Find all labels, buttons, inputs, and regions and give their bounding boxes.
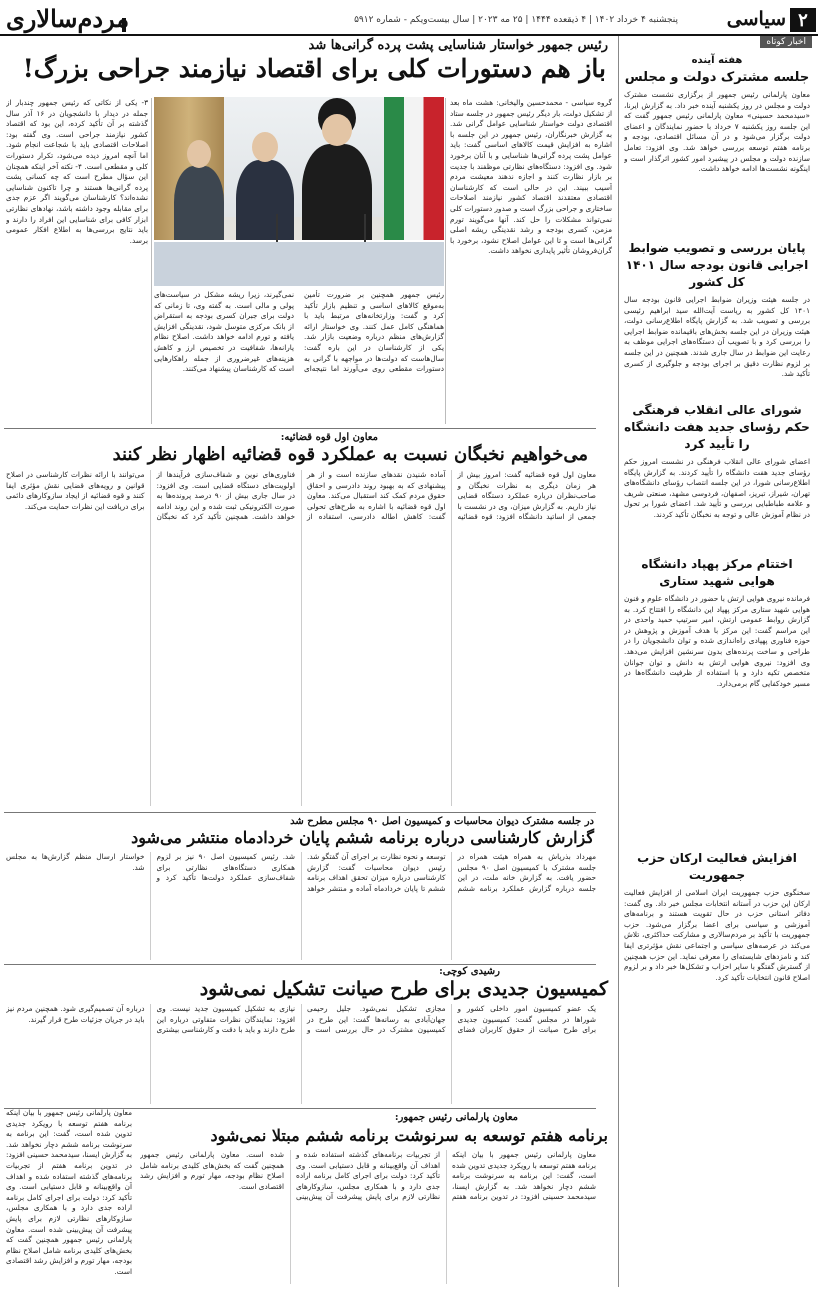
plan-body-left: معاون پارلمانی رئیس جمهور با بیان اینکه برنامه هفتم توسعه با رویکرد جدیدی تدوین شده است، گفت: این برنامه به سرنوشت برنامه ششم دچار نخواهد شد. به گزارش ایسنا، سیدمحمد حسینی افزود: در تدوین برنامه هفتم از تجربیات برنامه‌های گذشته استفاده شده و اهداف آن واقع‌بینانه و قابل دستیابی است. وی تأکید کرد: دولت برای اجرای کامل برنامه اراده جدی دارد و با همکاری مجلس، سازوکارهای نظارتی لازم برای پایش پیشرفت آن پیش‌بینی شده است. معاون پارلمانی رئیس جمهور همچنین گفت که بخش‌های کلیدی برنامه شامل اصلاح نظام بودجه، مهار تورم و افزایش رشد اقتصادی است. [6,1108,132,1276]
commission-kicker: رشیدی کوچی: [439,966,500,977]
lead-body-col-1: گروه سیاسی - محمدحسین والیخانی: هشت ماه بعد از تشکیل دولت، بار دیگر رئیس جمهور در جلسه ستاد اقتصادی دولت خواستار شناسایی عوامل گرانی شد. به گزارش خبرنگاران، رئیس جمهور در این جلسه با اشاره به افزایش قیمت کالاهای اساسی گفت: باید عوامل پشت پرده گرانی‌ها شناسایی و با آنان برخورد شود. وی افزود: دستگاه‌های نظارتی موظفند با جدیت بر بازار نظارت کنند و اجازه ندهند معیشت مردم آسیب ببیند. این در حالی است که کارشناسان اقتصادی معتقدند اقتصاد کشور نیازمند اصلاحات ساختاری و جراحی بزرگ است و صدور دستورات کلی نمی‌تواند مشکلات را حل کند. آنها می‌گویند تورم مزمن، کسری بودجه و رشد نقدینگی ریشه اصلی گرانی‌ها است و تا این عوامل اصلاح نشود، برخورد با گران‌فروشان تأثیر پایداری نخواهد داشت. [450,98,612,256]
sidebar-item-body: در جلسه هیئت وزیران ضوابط اجرایی قانون بودجه سال ۱۴۰۱ کل کشور به ریاست آیت‌الله سید ابراهیم رئیسی بررسی و تصویب شد. به گزارش پایگاه اطلاع‌رسانی دولت، هیئت وزیران در این جلسه بخش‌های باقیمانده ضوابط اجرایی را بررسی کرد و با تصویب آن دستگاه‌های اجرایی موظف به رعایت این ضوابط در سال جاری شدند. همچنین در این جلسه بر لزوم نظارت دقیق بر اجرای بودجه و جلوگیری از کسری تأکید شد. [624,295,810,379]
story-divider [4,964,596,965]
sidebar-item-title: پایان بررسی و تصویب ضوابط اجرایی قانون بودجه سال ۱۴۰۱ کل کشور [625,241,809,289]
audit-kicker: در جلسه مشترک دیوان محاسبات و کمیسیون اصل ۹۰ مجلس مطرح شد [290,816,594,827]
iran-flag [384,97,444,247]
commission-headline: کمیسیون جدیدی برای طرح صیانت تشکیل نمی‌شود [199,978,608,1000]
microphone [276,214,278,242]
sidebar-item [624,240,810,415]
sidebar-item-body: سخنگوی حزب جمهوریت ایران اسلامی از افزایش فعالیت ارکان این حزب در آستانه انتخابات مجلس خبر داد. وی گفت: دفاتر استانی حزب در حال تقویت هستند و برنامه‌های آموزشی و سیاسی برای اعضا برگزار می‌شود. حزب جمهوریت با تأکید بر مردم‌سالاری و مشارکت حداکثری، تلاش می‌کند در عرصه‌های سیاسی و اجتماعی نقش مؤثرتری ایفا کند و نامزدهای شایسته‌ای را معرفی نماید. این حزب همچنین از گسترش گفتگو با سایر احزاب و تشکل‌ها خبر داد و بر لزوم اصلاح قانون انتخابات تأکید کرد. [624,888,810,982]
story-divider [4,812,596,813]
sidebar-item-body: فرمانده نیروی هوایی ارتش با حضور در دانشگاه علوم و فنون هوایی شهید ستاری مرکز پهپاد این دانشگاه را افتتاح کرد. به گزارش روابط عمومی ارتش، امیر سرتیپ حمید واحدی در این مراسم گفت: این مرکز با هدف آموزش و پژوهش در حوزه فناوری پهپادی راه‌اندازی شده و توان دانشجویان را در طراحی و ساخت پرنده‌های بدون سرنشین افزایش می‌دهد. وی افزود: نیروی هوایی ارتش به دانش و توان جوانان متخصص تکیه دارد و با استفاده از ظرفیت دانشگاه‌ها در مسیر خودکفایی گام برمی‌دارد. [624,594,810,688]
microphone [364,214,366,242]
person-left-head [187,140,211,168]
sidebar-item-body: اعضای شورای عالی انقلاب فرهنگی در نشست امروز حکم رؤسای جدید هفت دانشگاه را تأیید کردند. به گزارش پایگاه اطلاع‌رسانی شورا، در این جلسه انتصاب رؤسای دانشگاه‌های تهران، شیراز، تبریز، اصفهان، فردوسی مشهد، صنعتی شریف و علامه طباطبایی بررسی و تأیید شد. اعضای شورا بر تحول در نظام آموزش عالی و توجه به نخبگان تأکید کردند. [624,457,810,519]
lead-headline: باز هم دستورات کلی برای اقتصاد نیازمند جراحی بزرگ! [22,54,606,83]
sidebar-item [624,402,810,563]
lead-body-col-3: ۳- یکی از نکاتی که رئیس جمهور چندبار از جمله در دیدار با دانشجویان در ۱۶ آذر سال گذشته بر آن تأکید کرده، این بود که اقتصاد کشور نیازمند جراحی است. وی گفته بود: اصلاحات اقتصادی باید با شجاعت انجام شود. اما آنچه امروز دیده می‌شود، تکرار دستورات کلی و مقطعی است. ۴- نکته آخر اینکه همچنان این سؤال مطرح است که چه کسانی پشت پرده گرانی‌ها هستند و چرا تاکنون شناسایی نشده‌اند؟ کارشناسان می‌گویند اگر عزم جدی برای مقابله وجود داشته باشد، نهادهای نظارتی ابزار کافی برای شناسایی این افراد را دارند و باید نتایج بررسی‌ها به اطلاع افکار عمومی برسد. [6,98,148,245]
sidebar-item [624,52,810,210]
newspaper-logo: مردم‌سالاری [6,4,130,33]
audit-body: مهرداد بذرپاش به همراه هیئت همراه در جلسه مشترک با کمیسیون اصل ۹۰ مجلس حضور یافت. به گزارش خانه ملت، در این جلسه درباره گزارش عملکرد برنامه ششم توسعه و نحوه نظارت بر اجرای آن گفتگو شد. رئیس دیوان محاسبات گفت: گزارش کارشناسی درباره میزان تحقق اهداف برنامه ششم تا پایان خردادماه آماده و منتشر خواهد شد. رئیس کمیسیون اصل ۹۰ نیز بر لزوم همکاری دستگاه‌های نظارتی برای شفاف‌سازی عملکرد دولت‌ها تأکید کرد و خواستار ارسال منظم گزارش‌ها به مجلس شد. [6,852,596,893]
lead-body-col-2: رئیس جمهور همچنین بر ضرورت تأمین به‌موقع کالاهای اساسی و تنظیم بازار تأکید کرد و گفت: وزارتخانه‌های مرتبط باید با هماهنگی کامل عمل کنند. وی خواستار ارائه گزارش‌های منظم درباره وضعیت بازار شد. یکی از کارشناسان در این باره گفت: سال‌هاست که دولت‌ها در مواجهه با گرانی به دستورات مقطعی روی می‌آورند اما نتیجه‌ای نمی‌گیرند، زیرا ریشه مشکل در سیاست‌های پولی و مالی است. به گفته وی، تا زمانی که دولت برای جبران کسری بودجه به استقراض از بانک مرکزی متوسل شود، نقدینگی افزایش یافته و تورم ادامه خواهد داشت. اصلاح نظام یارانه‌ها، شفافیت در تخصیص ارز و کاهش هزینه‌های غیرضروری از جمله راهکارهایی است که کارشناسان پیشنهاد می‌کنند. [154,290,444,374]
sidebar-label: اخبار کوتاه [760,36,812,48]
sidebar-item-kicker: هفته آینده [691,55,743,66]
sidebar-item-title: افزایش فعالیت ارکان حزب جمهوریت [637,851,797,882]
sidebar-item-title: جلسه مشترک دولت و مجلس [624,70,810,85]
column-divider [445,98,446,424]
sidebar-short-news [618,36,816,1287]
judiciary-headline: می‌خواهیم نخبگان نسبت به عملکرد قوه قضائیه اظهار نظر کنند [112,444,588,465]
column-divider [151,98,152,424]
sidebar-item [624,556,810,848]
story-divider [4,428,596,429]
plan-headline: برنامه هفتم توسعه به سرنوشت برنامه ششم مبتلا نمی‌شود [210,1126,608,1145]
sidebar-item-title: شورای عالی انقلاب فرهنگی حکم رؤسای جدید هفت دانشگاه را تأیید کرد [624,403,810,451]
plan-kicker: معاون پارلمانی رئیس جمهور: [394,1112,518,1123]
person-middle-head [252,132,278,162]
audit-headline: گزارش کارشناسی درباره برنامه ششم پایان خردادماه منتشر می‌شود [131,828,594,847]
person-right-head [322,114,352,146]
sidebar-item [624,850,810,1308]
section-name: سیاسی [726,8,786,30]
sidebar-item-title: اختتام مرکز پهپاد دانشگاه هوایی شهید ستاری [641,557,793,588]
judiciary-body: معاون اول قوه قضائیه گفت: امروز بیش از هر زمان دیگری به نظرات نخبگان و صاحب‌نظران درباره عملکرد دستگاه قضایی نیاز داریم. به گزارش میزان، وی در نشست با جمعی از اساتید دانشگاه افزود: قوه قضائیه آماده شنیدن نقدهای سازنده است و از هر پیشنهادی که به بهبود روند دادرسی و احقاق حقوق مردم کمک کند استقبال می‌کند. معاون اول قوه قضائیه با اشاره به طرح‌های تحولی گفت: کاهش اطاله دادرسی، استفاده از فناوری‌های نوین و شفاف‌سازی فرآیندها از اولویت‌های دستگاه قضایی است. وی افزود: در سال جاری بیش از ۹۰ درصد پرونده‌ها به صورت الکترونیکی ثبت شده و این روند ادامه خواهد داشت. همچنین تأکید کرد که نخبگان می‌توانند با ارائه نظرات کارشناسی در اصلاح قوانین و رویه‌های قضایی نقش مؤثری ایفا کنند و قوه قضائیه از ایجاد سازوکارهای دائمی برای دریافت این نظرات حمایت می‌کند. [6,470,596,522]
conference-table [154,240,444,286]
dateline: پنجشنبه ۴ خرداد ۱۴۰۲ | ۴ ذیقعده ۱۴۴۴ | ۲۵ مه ۲۰۲۳ | سال بیست‌و‌یکم - شماره ۵۹۱۲ [354,15,678,25]
lead-kicker: رئیس جمهور خواستار شناسایی پشت پرده گرانی‌ها شد [308,38,608,53]
plan-body: معاون پارلمانی رئیس جمهور با بیان اینکه برنامه هفتم توسعه با رویکرد جدیدی تدوین شده است، گفت: این برنامه به سرنوشت برنامه ششم دچار نخواهد شد. به گزارش ایسنا، سیدمحمد حسینی افزود: در تدوین برنامه هفتم از تجربیات برنامه‌های گذشته استفاده شده و اهداف آن واقع‌بینانه و قابل دستیابی است. وی تأکید کرد: دولت برای اجرای کامل برنامه اراده جدی دارد و با همکاری مجلس، سازوکارهای نظارتی لازم برای پایش پیشرفت آن پیش‌بینی شده است. معاون پارلمانی رئیس جمهور همچنین گفت که بخش‌های کلیدی برنامه شامل اصلاح نظام بودجه، مهار تورم و افزایش رشد اقتصادی است. [140,1150,596,1202]
sidebar-item-body: معاون پارلمانی رئیس جمهور از برگزاری نشست مشترک دولت و مجلس در روز یکشنبه آینده خبر داد. به گزارش ایرنا، «سیدمحمد حسینی» معاون پارلمانی رئیس جمهور گفت که این جلسه روز یکشنبه ۷ خرداد با حضور نمایندگان و اعضای دولت برگزار می‌شود و در آن مسائل اقتصادی، بودجه و برنامه هفتم توسعه بررسی خواهد شد. وی افزود: تعامل سازنده دولت و مجلس در پیشبرد امور کشور اثرگذار است و اینگونه نشست‌ها ادامه خواهد داشت. [624,90,810,174]
page-number: ۲ [790,8,816,32]
commission-body: یک عضو کمیسیون امور داخلی کشور و شوراها در مجلس گفت: کمیسیون جدیدی برای طرح صیانت از حقوق کاربران فضای مجازی تشکیل نمی‌شود. جلیل رحیمی جهان‌آبادی به رسانه‌ها گفت: این طرح در کمیسیون مشترک در حال بررسی است و نیازی به تشکیل کمیسیون جدید نیست. وی افزود: نمایندگان نظرات متفاوتی درباره این طرح دارند و باید با دقت و کارشناسی بیشتری درباره آن تصمیم‌گیری شود. همچنین مردم نیز باید در جریان جزئیات طرح قرار گیرند. [6,1004,596,1035]
judiciary-kicker: معاون اول قوه قضائیه: [280,432,378,443]
lead-photo [154,97,444,286]
